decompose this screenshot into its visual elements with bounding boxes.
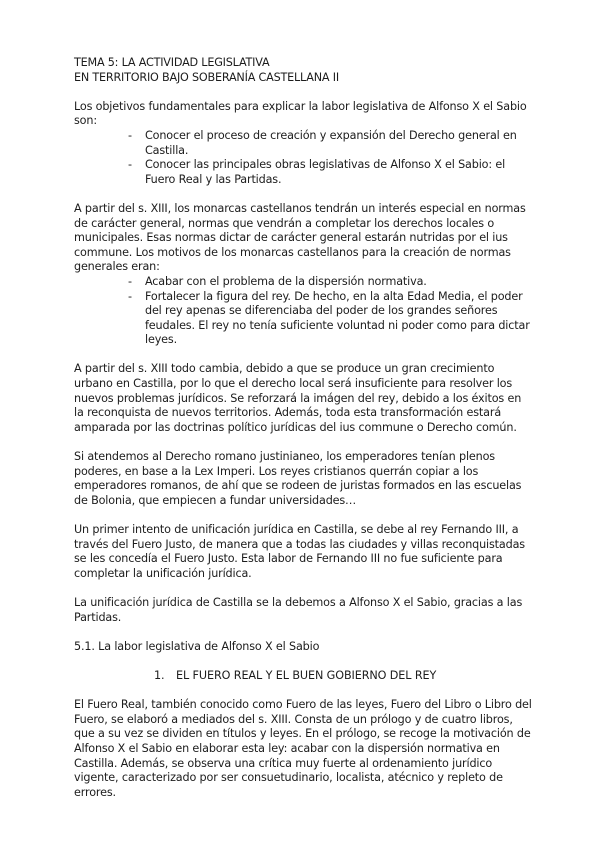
paragraph: La unificación jurídica de Castilla se la debemos a Alfonso X el Sabio, gracias a las Partidas. (74, 595, 523, 624)
list-item: - Acabar con el problema de la dispersión normativa. (128, 275, 534, 290)
spacer (74, 348, 534, 363)
document-title (74, 56, 534, 85)
spacer (74, 85, 534, 100)
section-xiii-paragraph: A partir del s. XIII, los monarcas castellanos tendrán un interés especial en normas de carácter general, normas que vendrán a completar los derechos locales o municipales. Esas normas dictar de carácter general estarán nutridas por el ius commune. Los motivos de los monarcas castellanos para la creación de normas generales eran: (74, 201, 526, 274)
intro-paragraph: Los objetivos fundamentales para explicar la labor legislativa de Alfonso X el Sabio son: (74, 99, 527, 128)
spacer (74, 684, 534, 699)
objectives-list (74, 129, 534, 187)
list-item: - Fortalecer la figura del rey. De hecho, en la alta Edad Media, el poder del rey apenas se diferenciaba del poder de los grandes señores feudales. El rey no tenía suficiente voluntad ni poder como para dictar leyes. (128, 290, 534, 348)
heading-text: EL FUERO REAL Y EL BUEN GOBIERNO DEL REY (176, 668, 437, 682)
subsection-heading: 5.1. La labor legislativa de Alfonso X el Sabio (74, 639, 320, 653)
paragraph: Si atendemos al Derecho romano justinianeo, los emperadores tenían plenos poderes, en base a la Lex Imperi. Los reyes cristianos querrán copiar a los emperadores romanos, de ahí que se rodeen de juristas formados en las escuelas de Bolonia, que empiecen a fundar universidades… (74, 450, 522, 507)
spacer (74, 654, 534, 669)
paragraph: A partir del s. XIII todo cambia, debido a que se produce un gran crecimiento urbano en Castilla, por lo que el derecho local será insuficiente para resolver los nuevos problemas jurídicos. Se reforzará la imágen del rey, debido a los éxitos en la reconquista de nuevos territorios. Además, toda esta transformación estará amparada por las doctrinas político jurídicas del ius commune o Derecho común. (74, 362, 522, 434)
title-line-1: TEMA 5: LA ACTIVIDAD LEGISLATIVA (74, 56, 270, 69)
spacer (74, 508, 534, 523)
list-item: - Conocer las principales obras legislativas de Alfonso X el Sabio: el Fuero Real y las Partidas. (128, 158, 534, 187)
paragraph: Un primer intento de unificación jurídica en Castilla, se debe al rey Fernando III, a través del Fuero Justo, de manera que a todas las ciudades y villas reconquistadas se les concedía el Fuero Justo. Esta labor de Fernando III no fue suficiente para completar la unificación jurídica. (74, 523, 525, 580)
spacer (74, 187, 534, 202)
numbered-heading (154, 669, 534, 684)
document-page (74, 56, 534, 800)
list-item: - Conocer el proceso de creación y expansión del Derecho general en Castilla. (128, 129, 534, 158)
heading-number: 1. (154, 668, 165, 682)
spacer (74, 581, 534, 596)
fuero-real-paragraph: El Fuero Real, también conocido como Fuero de las leyes, Fuero del Libro o Libro del Fuero, se elaboró a mediados del s. XIII. Consta de un prólogo y de cuatro libros, que a su vez se dividen en títulos y leyes. En el prólogo, se recoge la motivación de Alfonso X el Sabio en elaborar esta ley: acabar con la dispersión normativa en Castilla. Además, se observa una crítica muy fuerte al ordenamiento jurídico vigente, caracterizado por ser consuetudinario, localista, atécnico y repleto de errores. (74, 698, 532, 799)
title-line-2: EN TERRITORIO BAJO SOBERANÍA CASTELLANA II (74, 70, 339, 84)
spacer (74, 435, 534, 450)
spacer (74, 625, 534, 640)
motives-list (74, 275, 534, 348)
